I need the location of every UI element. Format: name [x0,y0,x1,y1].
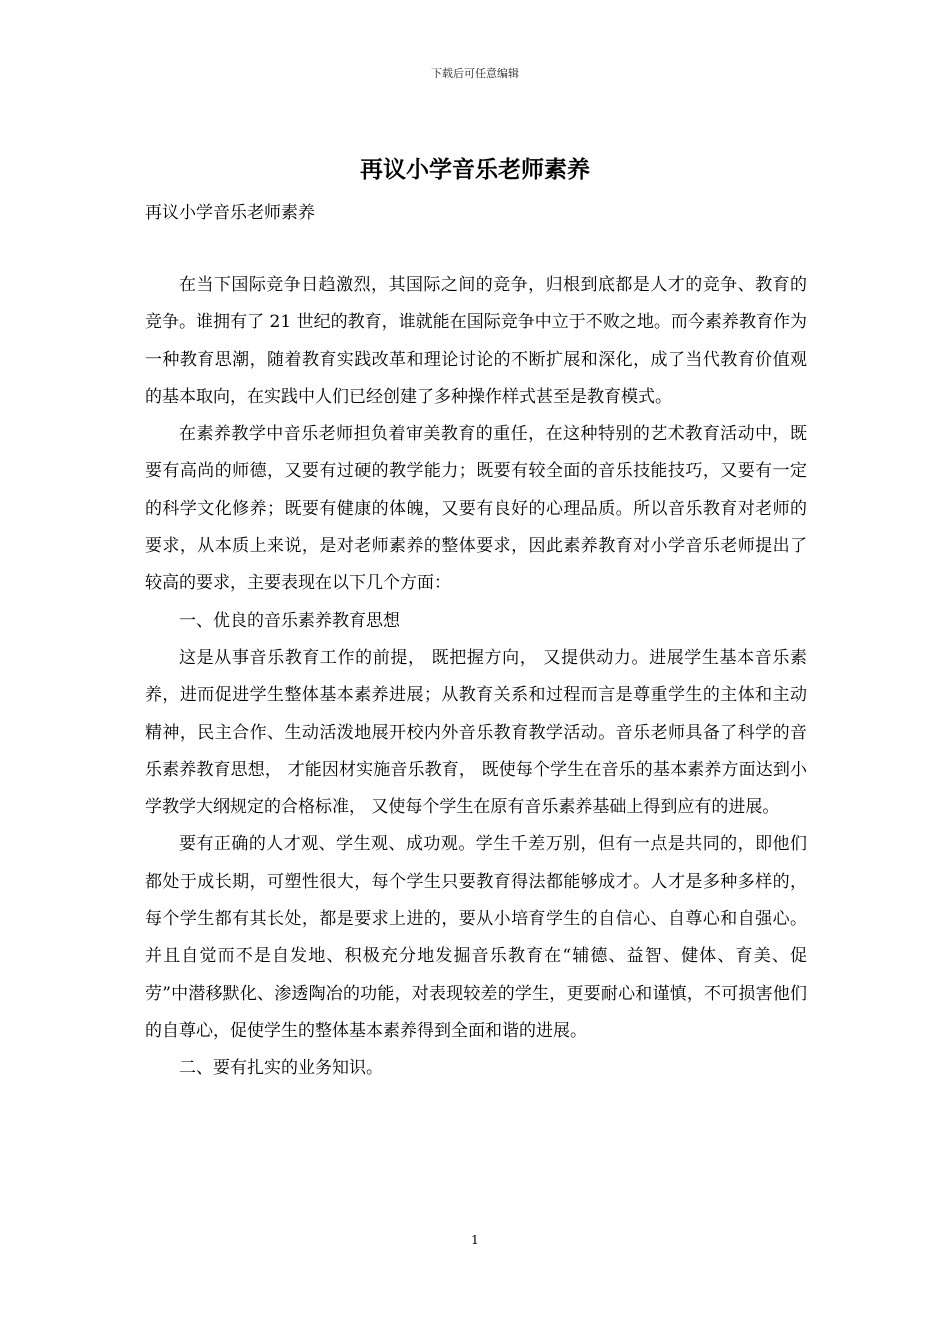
page-number: 1 [471,1233,479,1247]
document-body [145,267,807,1088]
paragraph-education-thought: 这是从事音乐教育工作的前提， 既把握方向， 又提供动力。进展学生基本音乐素养，进而促进学生整体基本素养进展；从教育关系和过程而言是尊重学生的主体和主动精神，民主合作、生动活泼地展开校内外音乐教育教学活动。音乐老师具备了科学的音乐素养教育思想， 才能因材实施音乐教育， 既使每个学生在音乐的基本素养方面达到小学教学大纲规定的合格标准， 又使每个学生在原有音乐素养基础上得到应有的进展。 [145,647,807,818]
paragraph-intro: 在当下国际竞争日趋激烈，其国际之间的竞争，归根到底都是人才的竞争、教育的竞争。谁拥有了 21 世纪的教育，谁就能在国际竞争中立于不败之地。而今素养教育作为一种教育思潮，随着教育实践改革和理论讨论的不断扩展和深化，成了当代教育价值观的基本取向，在实践中人们已经创建了多种操作样式甚至是教育模式。 [145,275,807,407]
document-subtitle: 再议小学音乐老师素养 [145,203,315,223]
section-heading-2: 二、要有扎实的业务知识。 [179,1058,383,1079]
paragraph-teacher-role: 在素养教学中音乐老师担负着审美教育的重任，在这种特别的艺术教育活动中，既要有高尚的师德，又要有过硬的教学能力；既要有较全面的音乐技能技巧，又要有一定的科学文化修养；既要有健康的体魄，又要有良好的心理品质。所以音乐教育对老师的要求，从本质上来说，是对老师素养的整体要求，因此素养教育对小学音乐老师提出了较高的要求，主要表现在以下几个方面： [145,424,807,594]
document-title: 再议小学音乐老师素养 [360,156,590,183]
section-heading-1: 一、优良的音乐素养教育思想 [179,610,400,631]
page-header: 下载后可任意编辑 [431,67,519,80]
paragraph-talent-view: 要有正确的人才观、学生观、成功观。学生千差万别，但有一点是共同的，即他们都处于成长期，可塑性很大，每个学生只要教育得法都能够成才。人才是多种多样的，每个学生都有其长处，都是要求上进的，要从小培育学生的自信心、自尊心和自强心。并且自觉而不是自发地、积极充分地发掘音乐教育在“辅德、益智、健体、育美、促劳”中潜移默化、渗透陶冶的功能，对表现较差的学生，更要耐心和谨慎，不可损害他们的自尊心，促使学生的整体基本素养得到全面和谐的进展。 [145,834,807,1041]
